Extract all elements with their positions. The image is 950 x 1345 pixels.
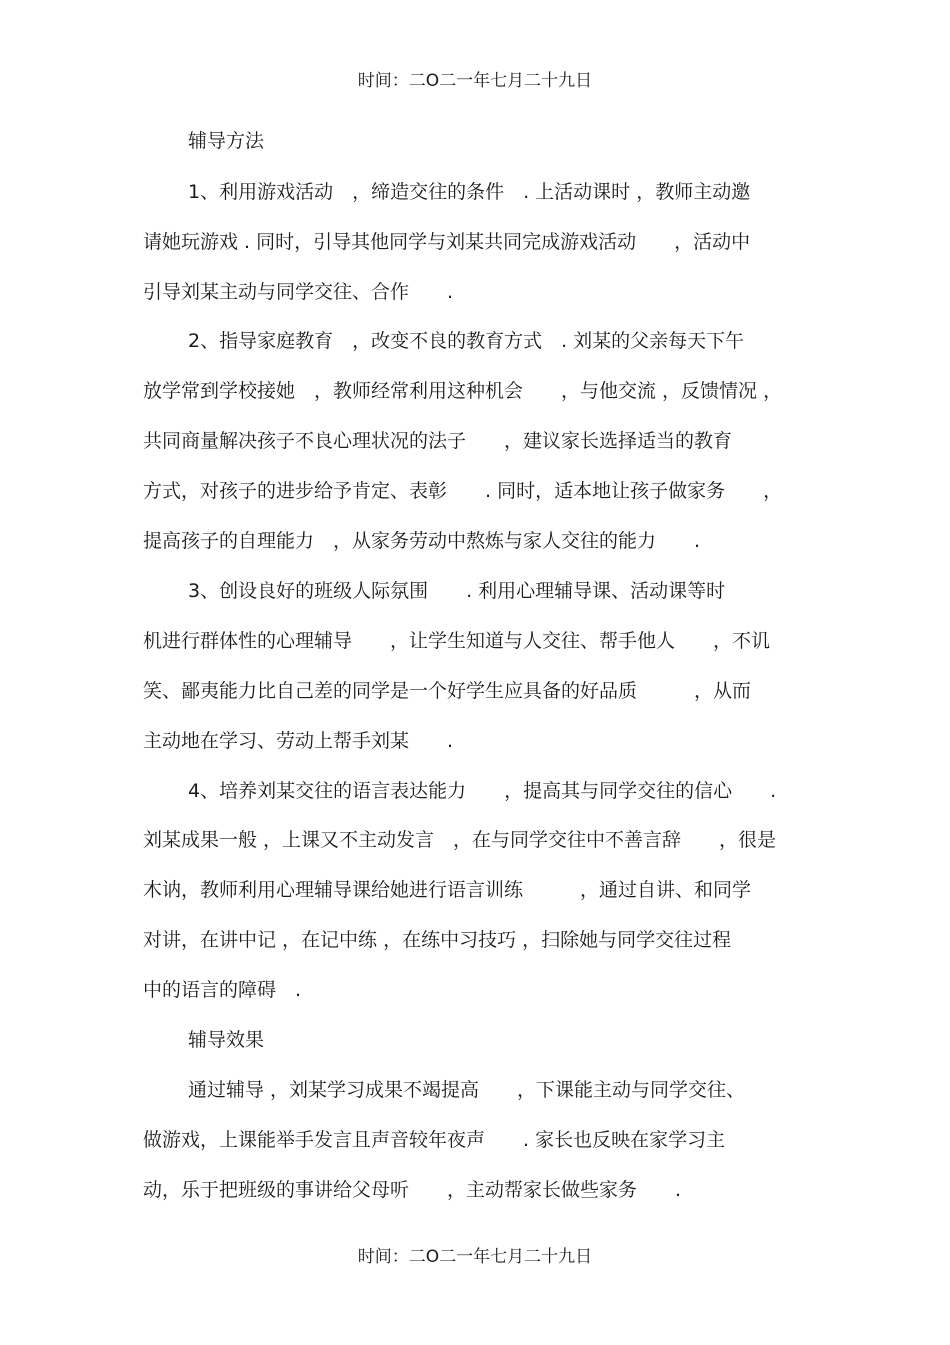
paragraph-line: 通过辅导 ，刘某学习成果不竭提高 ，下课能主动与同学交往、 [188,1079,746,1101]
paragraph-line: 中的语言的障碍 . [143,979,302,1001]
section-heading: 辅导方法 [188,130,265,152]
paragraph-line: 引导刘某主动与同学交往、合作 . [143,281,454,303]
paragraph-line: 提高孩子的自理能力 ，从家务劳动中熬炼与家人交往的能力 . [143,530,701,552]
paragraph-line: 动，乐于把班级的事讲给父母听 ，主动帮家长做些家务 . [143,1179,682,1201]
paragraph-line: 木讷，教师利用心理辅导课给她进行语言训练 ，通过自讲、和同学 [143,879,752,901]
paragraph-line: 做游戏，上课能举手发言且声音较年夜声 . 家长也反映在家学习主 [143,1129,726,1151]
paragraph-line: 3、创设良好的班级人际氛围 . 利用心理辅导课、活动课等时 [188,580,726,602]
paragraph-line: 方式，对孩子的进步给予肯定、表彰 . 同时，适本地让孩子做家务 ， [143,480,783,502]
paragraph-line: 共同商量解决孩子不良心理状况的法子 ，建议家长选择适当的教育 [143,430,733,452]
paragraph-line: 1、利用游戏活动 ，缔造交往的条件 . 上活动课时 ，教师主动邀 [188,181,751,203]
section-heading: 辅导效果 [188,1029,265,1051]
paragraph-line: 4、培养刘某交往的语言表达能力 ，提高其与同学交往的信心 . [188,780,777,802]
paragraph-line: 主动地在学习、劳动上帮手刘某 . [143,730,454,752]
paragraph-line: 2、指导家庭教育 ，改变不良的教育方式 . 刘某的父亲每天下午 [188,330,745,352]
header-date: 时间：二O二一年七月二十九日 [357,71,593,91]
footer-date: 时间：二O二一年七月二十九日 [357,1247,593,1267]
paragraph-line: 请她玩游戏 . 同时，引导其他同学与刘某共同完成游戏活动 ，活动中 [143,231,751,253]
paragraph-line: 笑、鄙夷能力比自己差的同学是一个好学生应具备的好品质 ，从而 [143,680,752,702]
paragraph-line: 刘某成果一般 ，上课又不主动发言 ，在与同学交往中不善言辞 ，很是 [143,829,777,851]
paragraph-line: 机进行群体性的心理辅导 ，让学生知道与人交往、帮手他人 ，不讥 [143,630,771,652]
paragraph-line: 对讲，在讲中记 ，在记中练 ，在练中习技巧 ，扫除她与同学交往过程 [143,929,732,951]
paragraph-line: 放学常到学校接她 ，教师经常利用这种机会 ，与他交流 ，反馈情况 ， [143,380,783,402]
